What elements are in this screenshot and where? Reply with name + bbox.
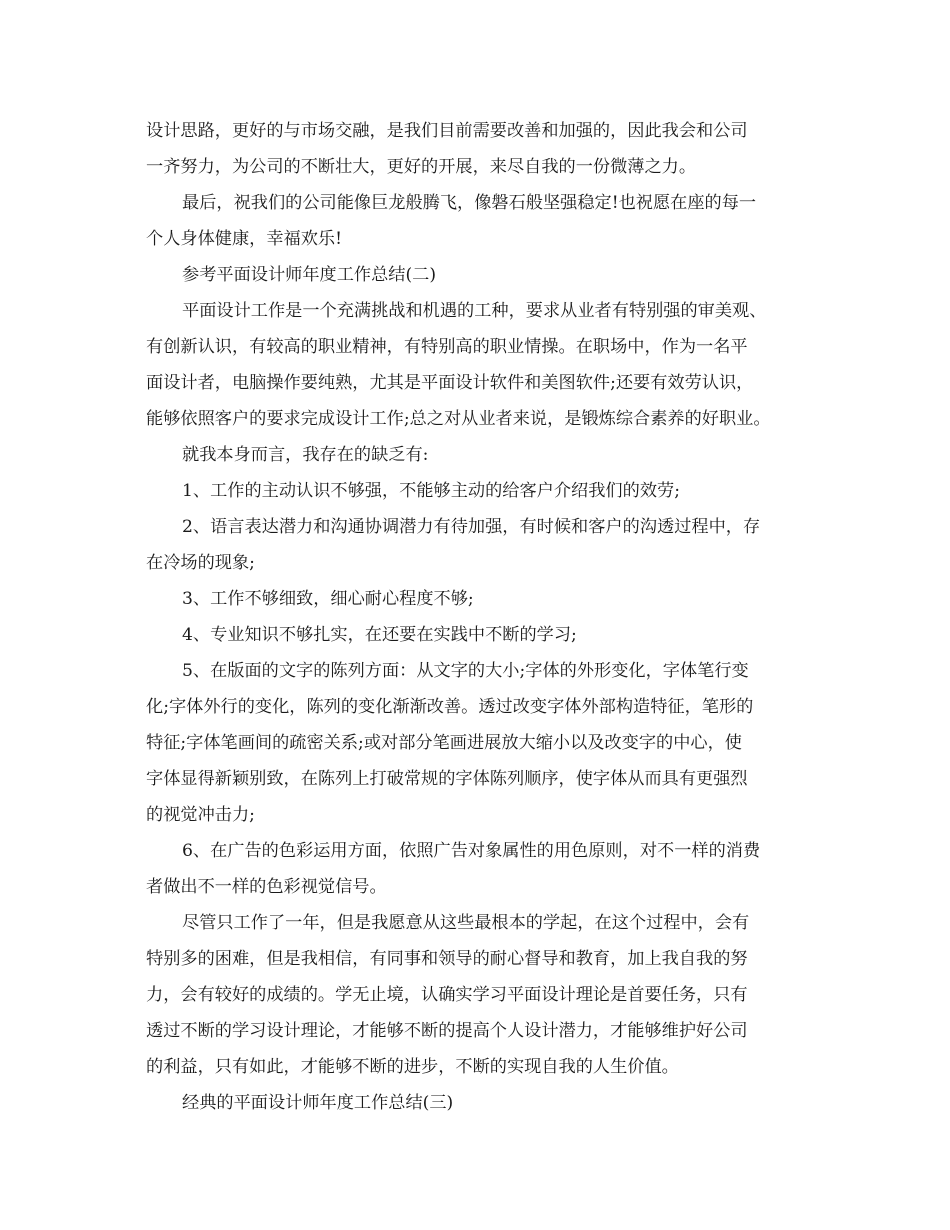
list-item: 3、工作不够细致，细心耐心程度不够;	[182, 589, 474, 609]
text-line: 的视觉冲击力;	[146, 805, 255, 825]
text-line: 面设计者，电脑操作要纯熟，尤其是平面设计软件和美图软件;还要有效劳认识，	[146, 373, 754, 393]
text-line: 力，会有较好的成绩的。学无止境，认确实学习平面设计理论是首要任务，只有	[146, 985, 748, 1005]
text-line: 透过不断的学习设计理论，才能够不断的提高个人设计潜力，才能够维护好公司	[146, 1021, 748, 1041]
section-heading: 经典的平面设计师年度工作总结(三)	[182, 1093, 454, 1113]
text-line: 最后，祝我们的公司能像巨龙般腾飞，像磐石般坚强稳定!也祝愿在座的每一	[182, 193, 757, 213]
list-item: 2、语言表达潜力和沟通协调潜力有待加强，有时候和客户的沟透过程中，存	[182, 517, 761, 537]
text-line: 字体显得新颖别致，在陈列上打破常规的字体陈列顺序，使字体从而具有更强烈	[146, 769, 748, 789]
text-line: 平面设计工作是一个充满挑战和机遇的工种，要求从业者有特别强的审美观、	[182, 301, 767, 321]
list-item: 6、在广告的色彩运用方面，依照广告对象属性的用色原则，对不一样的消费	[182, 841, 761, 861]
text-line: 特征;字体笔画间的疏密关系;或对部分笔画进展放大缩小以及改变字的中心，使	[146, 733, 742, 753]
text-line: 能够依照客户的要求完成设计工作;总之对从业者来说，是锻炼综合素养的好职业。	[146, 409, 771, 429]
text-line: 特别多的困难，但是我相信，有同事和领导的耐心督导和教育，加上我自我的努	[146, 949, 748, 969]
text-line: 尽管只工作了一年，但是我愿意从这些最根本的学起，在这个过程中，会有	[182, 913, 750, 933]
text-line: 的利益，只有如此，才能够不断的进步，不断的实现自我的人生价值。	[146, 1057, 679, 1077]
list-item: 4、专业知识不够扎实，在还要在实践中不断的学习;	[182, 625, 577, 645]
text-line: 就我本身而言，我存在的缺乏有:	[182, 445, 429, 465]
text-line: 设计思路，更好的与市场交融，是我们目前需要改善和加强的，因此我会和公司	[146, 121, 748, 141]
list-item: 1、工作的主动认识不够强，不能够主动的给客户介绍我们的效劳;	[182, 481, 680, 501]
text-line: 个人身体健康，幸福欢乐!	[146, 229, 342, 249]
text-line: 一齐努力，为公司的不断壮大，更好的开展，来尽自我的一份微薄之力。	[146, 157, 697, 177]
text-line: 有创新认识，有较高的职业精神，有特别高的职业情操。在职场中，作为一名平	[146, 337, 748, 357]
text-line: 者做出不一样的色彩视觉信号。	[146, 877, 387, 897]
list-item: 5、在版面的文字的陈列方面：从文字的大小;字体的外形变化，字体笔行变	[182, 661, 749, 681]
text-line: 在冷场的现象;	[146, 553, 255, 573]
section-heading: 参考平面设计师年度工作总结(二)	[182, 265, 437, 285]
text-line: 化;字体外行的变化，陈列的变化渐渐改善。透过改变字体外部构造特征，笔形的	[146, 697, 754, 717]
